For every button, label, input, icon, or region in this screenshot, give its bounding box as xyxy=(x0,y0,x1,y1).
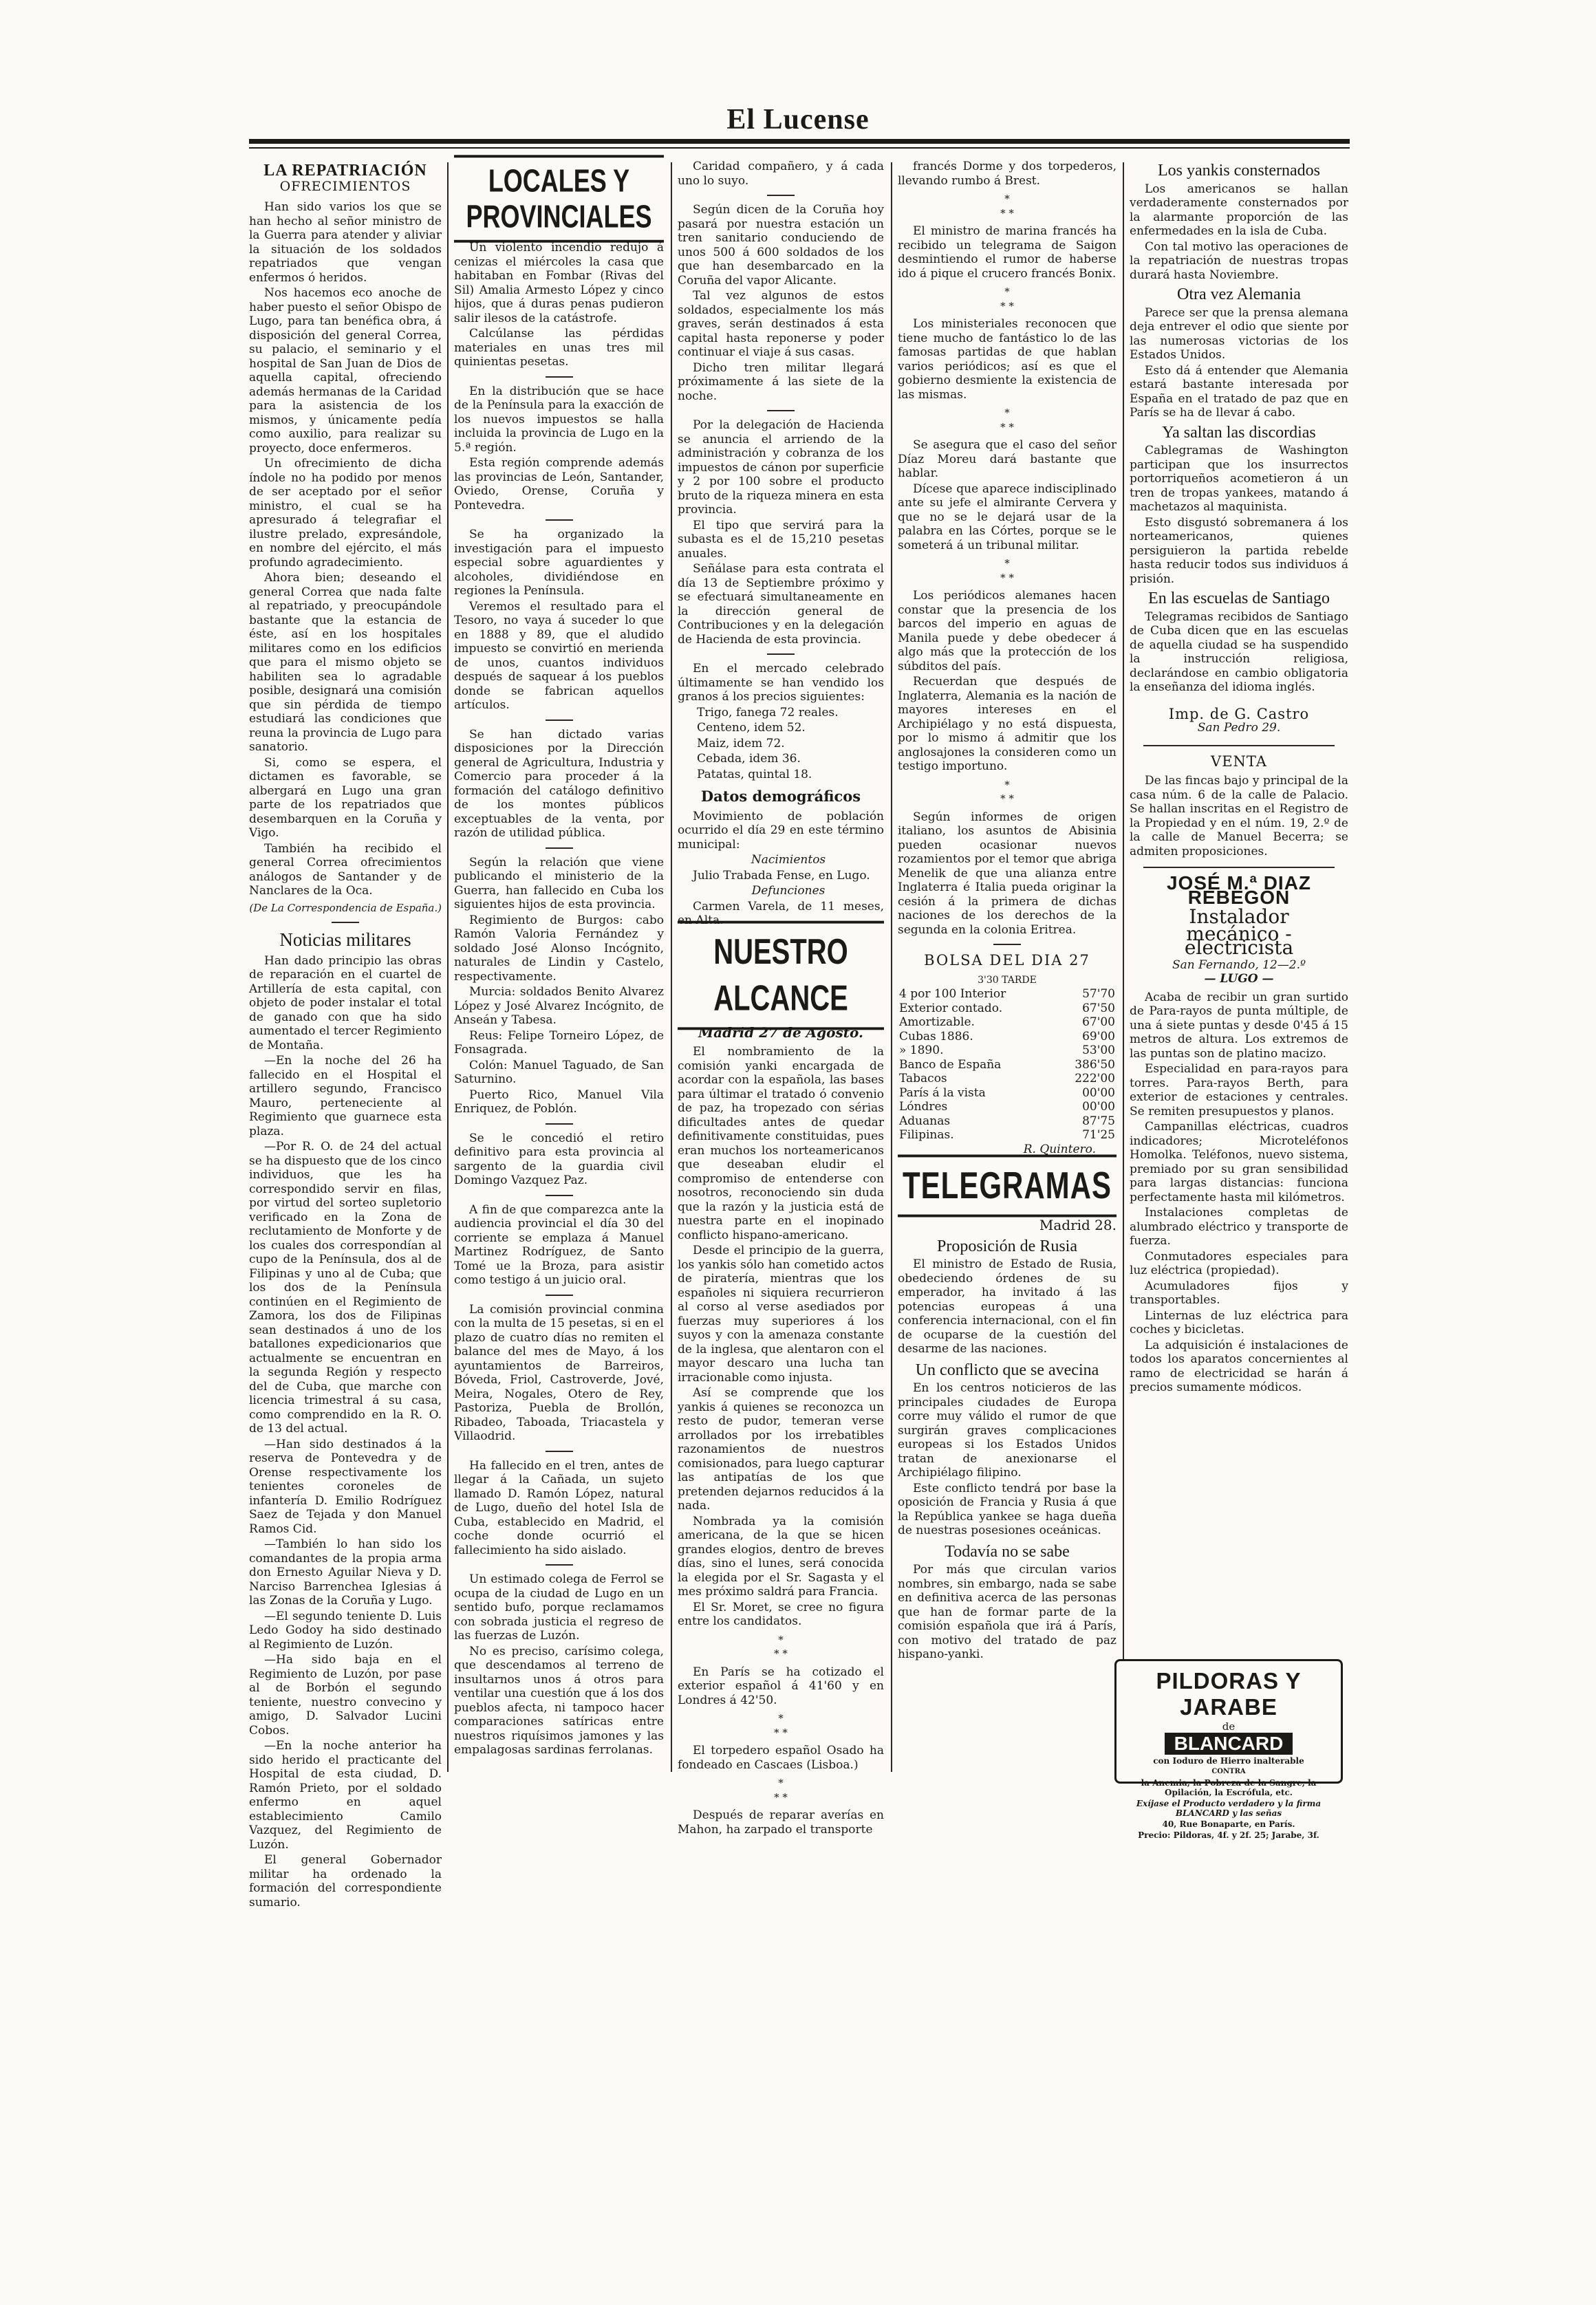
paragraph: Han sido varios los que se han hecho al señor ministro de la Guerra para atender y aliviar la situación de los soldados repatriados que vengan enfermos ó heridos. xyxy=(249,200,442,285)
bolsa-value: 53'00 xyxy=(1082,1043,1115,1057)
bolsa-table xyxy=(898,987,1117,1143)
paragraph: El tipo que servirá para la subasta es el de 15,210 pesetas anuales. xyxy=(678,518,884,561)
paragraph: El Sr. Moret, se cree no figura entre los candidatos. xyxy=(678,1600,884,1628)
ad-text: de xyxy=(1222,1720,1236,1733)
masthead: El Lucense xyxy=(726,104,870,136)
separator xyxy=(993,944,1021,945)
venta-heading: VENTA xyxy=(1211,753,1267,770)
separator xyxy=(546,1564,573,1566)
paragraph: En París se ha cotizado el exterior español á 41'60 y en Londres á 42'50. xyxy=(678,1665,884,1707)
paragraph: Desde el principio de la guerra, los yankis sólo han cometido actos de piratería, mientras que los españoles ni siquiera recurrieron al corso al verse asediados por fuerzas muy superiores á los suyos y con la amenaza constante de la inglesa, que alentaron con el mayor descaro una lucha tan irracionable como injusta. xyxy=(678,1244,884,1385)
column-2 xyxy=(454,160,664,1790)
asterism: * * * xyxy=(1000,407,1014,433)
asterism: * * * xyxy=(1000,285,1014,312)
bolsa-row xyxy=(898,1058,1117,1072)
price-line: Maiz, idem 72. xyxy=(697,736,785,750)
bolsa-value: 386'50 xyxy=(1075,1057,1115,1072)
paragraph: A fin de que comparezca ante la audiencia provincial el día 30 del corriente se emplaza á Manuel Martinez Rodríguez, de Santo Tomé ue la Broza, para asistir como testigo á un juicio oral. xyxy=(454,1202,664,1287)
separator xyxy=(1143,867,1335,868)
separator xyxy=(546,1451,573,1452)
ad-headline: PILDORAS Y JARABE xyxy=(1156,1668,1302,1720)
bolsa-label: » 1890. xyxy=(899,1043,944,1057)
paragraph: Instalaciones completas de alumbrado eléctrico y transporte de fuerza. xyxy=(1130,1206,1348,1248)
paragraph: El ministro de Estado de Rusia, obedeciendo órdenes de su emperador, ha invitado á las potencias europeas á una conferencia internacional, con el fin de ocuparse de la cuestión del desarme de las naciones. xyxy=(898,1257,1117,1356)
bolsa-label: Banco de España xyxy=(899,1057,1002,1072)
bolsa-row xyxy=(898,1114,1117,1129)
bolsa-time: 3'30 TARDE xyxy=(978,974,1037,986)
paragraph: Colón: Manuel Taguado, de San Saturnino. xyxy=(454,1058,664,1086)
bolsa-row xyxy=(898,1030,1117,1044)
asterism: * * * xyxy=(1000,193,1014,219)
paragraph: Acumuladores fijos y transportables. xyxy=(1130,1279,1348,1307)
ad-text: CONTRA xyxy=(1211,1768,1246,1775)
asterism: * * * xyxy=(774,1712,788,1739)
column-4 xyxy=(898,160,1117,1790)
ad-text: 40, Rue Bonaparte, en París. xyxy=(1162,1819,1295,1829)
price-line: Centeno, idem 52. xyxy=(697,721,806,735)
paragraph: Tal vez algunos de estos soldados, especialmente los más graves, serán destinados á esta capital hasta reponerse y poder continuar el viaje á sus casas. xyxy=(678,289,884,359)
section-heading: NUESTRO ALCANCE xyxy=(678,920,884,1030)
paragraph: Esto disgustó sobremanera á los norteamericanos, quienes persiguieron la partida rebelde hasta reducir todos sus individuos á prisión. xyxy=(1130,515,1348,586)
bolsa-value: 71'25 xyxy=(1082,1128,1115,1142)
asterism: * * * xyxy=(774,1633,788,1660)
paragraph: Esta región comprende además las provincias de León, Santander, Oviedo, Orense, Coruña y Pontevedra. xyxy=(454,456,664,512)
section-heading: TELEGRAMAS xyxy=(898,1155,1117,1218)
ad-text: con Ioduro de Hierro inalterable xyxy=(1153,1756,1304,1766)
paragraph: —También lo han sido los comandantes de la propia arma don Ernesto Aguilar Nieva y D. Narciso Barrenchea Iglesias á las Zonas de la Coruña y Lugo. xyxy=(249,1537,442,1608)
asterism: * * * xyxy=(774,1777,788,1804)
paragraph: —Por R. O. de 24 del actual se ha dispuesto que de los cinco individuos, que les ha correspondido servir en filas, por virtud del sorteo supletorio verificado en la Zona de reclutamiento de Monforte y de los cuales dos correspondían al cupo de la Península, dos al de Filipinas y uno al de Cuba; que los dos de la Península continúen en el Regimiento de Zamora, los dos de Filipinas sean destinados á uno de los batallones expedicionarios que actualmente se encuentran en la segunda Región y respecto del de Cuba, que marche con licencia trimestral á su casa, como comprendido en la R. O. de 13 del actual. xyxy=(249,1140,442,1436)
paragraph: También ha recibido el general Correa ofrecimientos análogos de Santander y de Nanclares de la Oca. xyxy=(249,841,442,898)
paragraph: francés Dorme y dos torpederos, llevando rumbo á Brest. xyxy=(898,160,1117,188)
paragraph: Cablegramas de Washington participan que los insurrectos portorriqueños acometieron á un tren de tropas yankees, matando á machetazos al maquinista. xyxy=(1130,444,1348,514)
article-heading: Proposición de Rusia xyxy=(937,1237,1077,1255)
paragraph: No es preciso, carísimo colega, que descendamos al terreno de insultarnos unos á otros para ventilar una cuestión que á los dos pueblos afecta, ni tampoco hacer comparaciones satíricas entre nuestros riquísimos jamones y las empalagosas sardinas ferrolanas. xyxy=(454,1644,664,1757)
paragraph: Acaba de recibir un gran surtido de Para-rayos de punta múltiple, de una á siete puntas y desde 0'45 á 15 metros de altura. Los extremos de las puntas son de platino macizo. xyxy=(1130,990,1348,1061)
births-label: Nacimientos xyxy=(751,853,826,867)
bolsa-label: Cubas 1886. xyxy=(899,1029,973,1043)
separator xyxy=(546,376,573,378)
bolsa-value: 87'75 xyxy=(1082,1114,1115,1128)
paragraph: En el mercado celebrado últimamente se han vendido los granos á los precios siguientes: xyxy=(678,662,884,704)
imprenta-address: San Pedro 29. xyxy=(1197,721,1281,735)
paragraph: En la distribución que se hace de la Península para la exacción de los nuevos impuestos se halla incluida la provincia de Lugo en la 5.ª región. xyxy=(454,384,664,455)
paragraph: Especialidad en para-rayos para torres. Para-rayos Berth, para exterior de estaciones y centrales. Se remiten presupuestos y planos. xyxy=(1130,1062,1348,1118)
deaths-label: Defunciones xyxy=(751,884,826,898)
bolsa-label: París á la vista xyxy=(899,1085,986,1100)
ad-text: la Anemia, la Pobreza de la Sangre, la Opilación, la Escrófula, etc. xyxy=(1141,1778,1317,1797)
article-heading: Noticias militares xyxy=(279,929,411,950)
bolsa-heading: BOLSA DEL DIA 27 xyxy=(924,952,1090,968)
paragraph: Puerto Rico, Manuel Vila Enriquez, de Poblón. xyxy=(454,1087,664,1116)
article-heading: Un conflicto que se avecina xyxy=(915,1361,1099,1379)
bolsa-row xyxy=(898,987,1117,1002)
asterism: * * * xyxy=(1000,778,1014,805)
paragraph: El general Gobernador militar ha ordenado la formación del correspondiente sumario. xyxy=(249,1853,442,1909)
paragraph: Linternas de luz eléctrica para coches y bicicletas. xyxy=(1130,1308,1348,1337)
bolsa-value: 00'00 xyxy=(1082,1100,1115,1114)
paragraph: —El segundo teniente D. Luis Ledo Godoy ha sido destinado al Regimiento de Luzón. xyxy=(249,1609,442,1652)
paragraph: —En la noche del 26 ha fallecido en el Hospital el artillero segundo, Francisco Mauro, perteneciente al Regimiento que guarnece esta plaza. xyxy=(249,1054,442,1138)
paragraph: Reus: Felipe Torneiro López, de Fonsagrada. xyxy=(454,1028,664,1057)
bolsa-label: Amortizable. xyxy=(899,1015,975,1029)
ad-text: Precio: Pildoras, 4f. y 2f. 25; Jarabe, 3f. xyxy=(1138,1830,1319,1840)
article-heading: Otra vez Alemania xyxy=(1177,285,1301,303)
advertiser-address: San Fernando, 12—2.º xyxy=(1172,957,1306,972)
column-rule xyxy=(671,162,672,1772)
imprenta: Imp. de G. Castro xyxy=(1168,705,1310,722)
paragraph: Regimiento de Burgos: cabo Ramón Valoria Fernández y soldado José Alonso Incógnito, naturales de Lindin y Castelo, respectivamente. xyxy=(454,913,664,984)
paragraph: Un estimado colega de Ferrol se ocupa de la ciudad de Lugo en un sentido bufo, porque reclamamos con sobrada justicia el regreso de las fuerzas de Luzón. xyxy=(454,1572,664,1643)
paragraph: Después de reparar averías en Mahon, ha zarpado el transporte xyxy=(678,1808,884,1837)
paragraph: Se ha organizado la investigación para el impuesto especial sobre aguardientes y alcoholes, dividiéndose en regiones la Península. xyxy=(454,528,664,598)
paragraph: Caridad compañero, y á cada uno lo suyo. xyxy=(678,160,884,188)
ad-brand: BLANCARD xyxy=(1165,1733,1293,1755)
blancard-advertisement xyxy=(1114,1659,1343,1840)
price-line: Patatas, quintal 18. xyxy=(697,767,812,781)
bolsa-label: Exterior contado. xyxy=(899,1001,1003,1015)
separator xyxy=(546,1195,573,1196)
paragraph: Por la delegación de Hacienda se anuncia el arriendo de la administración y cobranza de los impuestos de cánon por superficie y 2 por 100 sobre el producto bruto de la riqueza minera en esta provincia. xyxy=(678,418,884,517)
separator xyxy=(767,653,795,655)
bolsa-value: 69'00 xyxy=(1082,1029,1115,1043)
paragraph: Ahora bien; deseando el general Correa que nada falte al repatriado, y preocupándole bastante que la estancia de éste, así en los hospitales militares como en los edificios que para el mismo objeto se habiliten sea lo agradable posible, designará una comisión que sin pérdida de tiempo estudiará las condiciones que reuna la provincia de Lugo para sanatorio. xyxy=(249,571,442,754)
paragraph: —Han sido destinados á la reserva de Pontevedra y de Orense respectivamente los tenientes coroneles de infantería D. Emilio Rodríguez Saez de Tejada y don Manuel Ramos Cid. xyxy=(249,1437,442,1536)
asterism: * * * xyxy=(1000,557,1014,584)
paragraph: Un ofrecimiento de dicha índole no ha podido por menos de ser aceptado por el señor ministro, el cual se ha apresurado á telegrafiar el ilustre prelado, expresándole, en nombre del ejército, el más profundo agradecimiento. xyxy=(249,457,442,570)
bolsa-label: Filipinas. xyxy=(899,1128,954,1142)
paragraph: Con tal motivo las operaciones de la repatriación de nuestras tropas durará hasta Noviembre. xyxy=(1130,239,1348,282)
bolsa-row xyxy=(898,1086,1117,1101)
column-3 xyxy=(678,160,884,1837)
paragraph: Carmen Varela, de 11 meses, en Alta. xyxy=(678,899,884,927)
source-credit: (De La Correspondencia de España.) xyxy=(249,901,442,914)
paragraph: —Ha sido baja en el Regimiento de Luzón, por pase al de Borbón el segundo teniente, nuestro convecino y amigo, D. Salvador Lucini Cobos. xyxy=(249,1653,442,1738)
separator xyxy=(546,1295,573,1296)
column-rule xyxy=(447,162,449,1772)
separator xyxy=(546,719,573,721)
article-subheading: OFRECIMIENTOS xyxy=(279,178,411,194)
bolsa-signature: R. Quintero. xyxy=(1023,1142,1096,1156)
paragraph: Esto dá á entender que Alemania estará bastante interesada por España en el tratado de paz que en París se ha de llevar á cabo. xyxy=(1130,363,1348,420)
paragraph: Se le concedió el retiro definitivo para esta provincia al sargento de la guardia civil Domingo Vazquez Paz. xyxy=(454,1131,664,1187)
bolsa-row xyxy=(898,1002,1117,1016)
paragraph: Así se comprende que los yankis á quienes se reconozca un resto de pudor, temeran verse arrollados por los irrebatibles razonamientos de nuestros comisionados, para luego capturar las antipatías de los que pretenden dejarnos reducidos á la nada. xyxy=(678,1386,884,1513)
paragraph: Julio Trabada Fense, en Lugo. xyxy=(693,868,870,883)
paragraph: Este conflicto tendrá por base la oposición de Francia y Rusia á que la República yankee se haga dueña de nuestras posesiones oceánicas. xyxy=(898,1481,1117,1537)
paragraph: Si, como se espera, el dictamen es favorable, se albergará en Lugo una gran parte de los repatriados que desembarquen en la Coruña y Vigo. xyxy=(249,755,442,840)
paragraph: Telegramas recibidos de Santiago de Cuba dicen que en las escuelas de aquella ciudad se ha suspendido la instrucción religiosa, declarándose en cambio obligatoria la enseñanza del idioma inglés. xyxy=(1130,609,1348,694)
ad-text: Exíjase el Producto verdadero y la firma BLANCARD y las señas xyxy=(1136,1799,1322,1818)
article-heading: Ya saltan las discordias xyxy=(1162,423,1316,442)
paragraph: Según informes de origen italiano, los asuntos de Abisinia pueden ocasionar nuevos rozamientos por el temor que abriga Menelik de que una alianza entre Inglaterra é Italia pueda originar la cesión á la primera de dichas naciones de los derechos de la segunda en la colonia Eritrea. xyxy=(898,810,1117,937)
bolsa-value: 67'50 xyxy=(1082,1001,1115,1015)
article-heading: LA REPATRIACIÓN xyxy=(263,162,427,180)
paragraph: El torpedero español Osado ha fondeado en Cascaes (Lisboa.) xyxy=(678,1744,884,1772)
bolsa-row xyxy=(898,1072,1117,1086)
separator xyxy=(767,410,795,411)
paragraph: En los centros noticieros de las principales ciudades de Europa corre muy válido el rumor de que surgirán graves complicaciones europeas si los Estados Unidos tratan de anexionarse el Archipiélago filipino. xyxy=(898,1381,1117,1480)
paragraph: Nos hacemos eco anoche de haber puesto el señor Obispo de Lugo, para tan benéfica obra, á disposición del general Correa, su palacio, el seminario y el hospital de San Juan de Dios de aquella capital, ofreciendo además hermanas de la Caridad para la asistencia de los mismos, y únicamente pedía como auxilio, para realizar su proyecto, doce enfermeros. xyxy=(249,286,442,455)
paragraph: Calcúlanse las pérdidas materiales en unas tres mil quinientas pesetas. xyxy=(454,327,664,369)
bolsa-value: 67'00 xyxy=(1082,1015,1115,1029)
paragraph: Conmutadores especiales para luz eléctrica (propiedad). xyxy=(1130,1249,1348,1277)
paragraph: Dicho tren militar llegará próximamente á las siete de la noche. xyxy=(678,360,884,403)
paragraph: El ministro de marina francés ha recibido un telegrama de Saigon desmintiendo el rumor de haberse ido á pique el crucero francés Bonix. xyxy=(898,224,1117,281)
paragraph: Los ministeriales reconocen que tiene mucho de fantástico lo de las famosas partidas de que hablan varios periódicos; así es que el gobierno desmiente la existencia de las mismas. xyxy=(898,317,1117,402)
header-rule-thin xyxy=(249,147,1350,149)
paragraph: Por más que circulan varios nombres, sin embargo, nada se sabe en definitiva acerca de las personas que han de formar parte de la comisión española que irá á París, con motivo del tratado de paz hispano-yanki. xyxy=(898,1563,1117,1661)
paragraph: De las fincas bajo y principal de la casa núm. 6 de la calle de Palacio. Se hallan inscritas en el Registro de la Propiedad y en el núm. 19, 2.º de la calle de Manuel Becerra; se admiten proposiciones. xyxy=(1130,774,1348,858)
separator xyxy=(332,922,359,923)
column-rule xyxy=(891,162,892,1772)
advertiser-city: — LUGO — xyxy=(1204,972,1274,986)
bolsa-row xyxy=(898,1128,1117,1143)
paragraph: La adquisición é instalaciones de todos los aparatos concernientes al ramo de electricidad se harán á precios sumamente módicos. xyxy=(1130,1338,1348,1394)
header-rule-thick xyxy=(249,139,1350,144)
paragraph: Los periódicos alemanes hacen constar que la presencia de los barcos del imperio en aguas de Manila puede y debe obedecer á algo más que la protección de los súbditos del país. xyxy=(898,589,1117,673)
column-1 xyxy=(249,160,442,1909)
bolsa-label: Tabacos xyxy=(899,1072,947,1085)
paragraph: Según la relación que viene publicando el ministerio de la Guerra, han fallecido en Cuba los siguientes hijos de esta provincia. xyxy=(454,855,664,911)
paragraph: —En la noche anterior ha sido herido el practicante del Hospital de esta ciudad, D. Ramón Prieto, por el soldado enfermo en aquel establecimiento Camilo Vazquez, del Regimiento de Luzón. xyxy=(249,1739,442,1852)
paragraph: El nombramiento de la comisión yanki encargada de acordar con la española, las bases para últimar el tratado ó convenio de paz, ha tropezado con sérias dificultades antes de quedar definitivamente constituidas, pues eran muchos los norteamericanos que deseaban eludir el compromiso de entenderse con nosotros, reconociendo sin duda que la razón y la justicia está de nuestra parte en el inopinado conflicto hispano-americano. xyxy=(678,1045,884,1242)
separator xyxy=(546,847,573,849)
bolsa-row xyxy=(898,1015,1117,1030)
separator xyxy=(546,1123,573,1125)
advertiser-title: mecánico - electricista xyxy=(1184,922,1294,959)
dateline: Madrid 27 de Agosto. xyxy=(698,1024,863,1041)
paragraph: Recuerdan que después de Inglaterra, Alemania es la nación de mayores intereses en el Archipiélago y no está dispuesta, por lo mismo á admitir que los anglosajones la consideren como un testigo importuno. xyxy=(898,675,1117,773)
paragraph: Parece ser que la prensa alemana deja entrever el odio que siente por las numerosas victorias de los Estados Unidos. xyxy=(1130,305,1348,362)
paragraph: Un violento incendio redujo á cenizas el miércoles la casa que habitaban en Fombar (Rivas del Sil) Amalia Armesto López y cinco hijos, que á duras penas pudieron salir ilesos de la catástrofe. xyxy=(454,241,664,325)
advertiser-name: JOSÉ M.ª DIAZ REBEGON xyxy=(1166,872,1312,908)
paragraph: Movimiento de población ocurrido el día 29 en este término municipal: xyxy=(678,809,884,852)
paragraph: Se han dictado varias disposiciones por la Dirección general de Agricultura, Industria y Comercio para proceder á la formación del catálogo definitivo de los montes públicos exceptuables de la venta, por razón de utilidad pública. xyxy=(454,727,664,840)
paragraph: Según dicen de la Coruña hoy pasará por nuestra estación un tren sanitario conduciendo de unos 500 á 600 soldados de los que han desembarcado en la Coruña del vapor Alicante. xyxy=(678,203,884,288)
bolsa-value: 00'00 xyxy=(1082,1085,1115,1100)
price-line: Cebada, idem 36. xyxy=(697,752,801,766)
paragraph: La comisión provincial conmina con la multa de 15 pesetas, si en el plazo de cuatro días no remiten el balance del mes de Mayo, á los ayuntamientos de Barreiros, Bóveda, Friol, Castroverde, Jové, Meira, Nogales, Otero de Rey, Pastoriza, Puebla de Brollón, Ribadeo, Taboada, Triacastela y Villaodrid. xyxy=(454,1302,664,1443)
dateline: Madrid 28. xyxy=(1039,1217,1117,1233)
paragraph: Murcia: soldados Benito Alvarez López y José Alvarez Incógnito, de Anseán y Tabesa. xyxy=(454,985,664,1027)
article-heading: Datos demográficos xyxy=(700,788,861,805)
paragraph: Se asegura que el caso del señor Díaz Moreu dará bastante que hablar. xyxy=(898,438,1117,480)
bolsa-row xyxy=(898,1043,1117,1058)
column-rule xyxy=(1123,162,1124,1772)
bolsa-label: Aduanas xyxy=(899,1114,951,1128)
paragraph: Ha fallecido en el tren, antes de llegar á la Cañada, un sujeto llamado D. Ramón López, natural de Lugo, dueño del hotel Isla de Cuba, establecido en Madrid, el coche donde ocurrió el fallecimiento ha sido aislado. xyxy=(454,1458,664,1557)
article-heading: Los yankis consternados xyxy=(1158,162,1320,180)
bolsa-value: 57'70 xyxy=(1082,987,1115,1001)
article-heading: En las escuelas de Santiago xyxy=(1148,589,1330,607)
paragraph: Señálase para esta contrata el día 13 de Septiembre próximo y se efectuará simultaneamente en la dirección general de Contribuciones y en la delegación de Hacienda de esta provincia. xyxy=(678,562,884,647)
bolsa-value: 222'00 xyxy=(1075,1072,1115,1085)
paragraph: Nombrada ya la comisión americana, de la que se hicen grandes elogios, dentro de breves días, sino el lunes, será conocida la elegida por el Sr. Sagasta y el mes próximo saldrá para Francia. xyxy=(678,1514,884,1599)
separator xyxy=(546,519,573,521)
separator xyxy=(1143,745,1335,746)
bolsa-label: 4 por 100 Interior xyxy=(899,987,1006,1001)
paragraph: Han dado principio las obras de reparación en el cuartel de Artillería de esta capital, con objeto de poder instalar el total de ganado con que ha sido aumentado el tercer Regimiento de Montaña. xyxy=(249,953,442,1052)
bolsa-row xyxy=(898,1100,1117,1114)
paragraph: Los americanos se hallan verdaderamente consternados por la alarmante proporción de las enfermedades en la isla de Cuba. xyxy=(1130,182,1348,238)
paragraph: Dícese que aparece indisciplinado ante su jefe el almirante Cervera y que no se le dejará usar de la palabra en las Córtes, porque se le someterá á un tribunal militar. xyxy=(898,481,1117,552)
separator xyxy=(767,195,795,196)
section-heading: LOCALES Y PROVINCIALES xyxy=(454,155,664,242)
advertiser-title: Instalador xyxy=(1189,905,1289,928)
column-5 xyxy=(1130,160,1348,1645)
paragraph: Campanillas eléctricas, cuadros indicadores; Microteléfonos Homolka. Teléfonos, nuevo sistema, premiado por su gran sensibilidad para largas distancias: funciona perfectamente hasta mil kilómetros. xyxy=(1130,1120,1348,1204)
price-line: Trigo, fanega 72 reales. xyxy=(697,705,839,719)
paragraph: Veremos el resultado para el Tesoro, no vaya á suceder lo que en 1888 y 89, que el aludido impuesto se convirtió en merienda de unos, cuantos individuos después de saquear á los pueblos donde se fabrican aquellos artículos. xyxy=(454,599,664,712)
article-heading: Todavía no se sabe xyxy=(945,1542,1070,1561)
bolsa-label: Lóndres xyxy=(899,1100,948,1114)
